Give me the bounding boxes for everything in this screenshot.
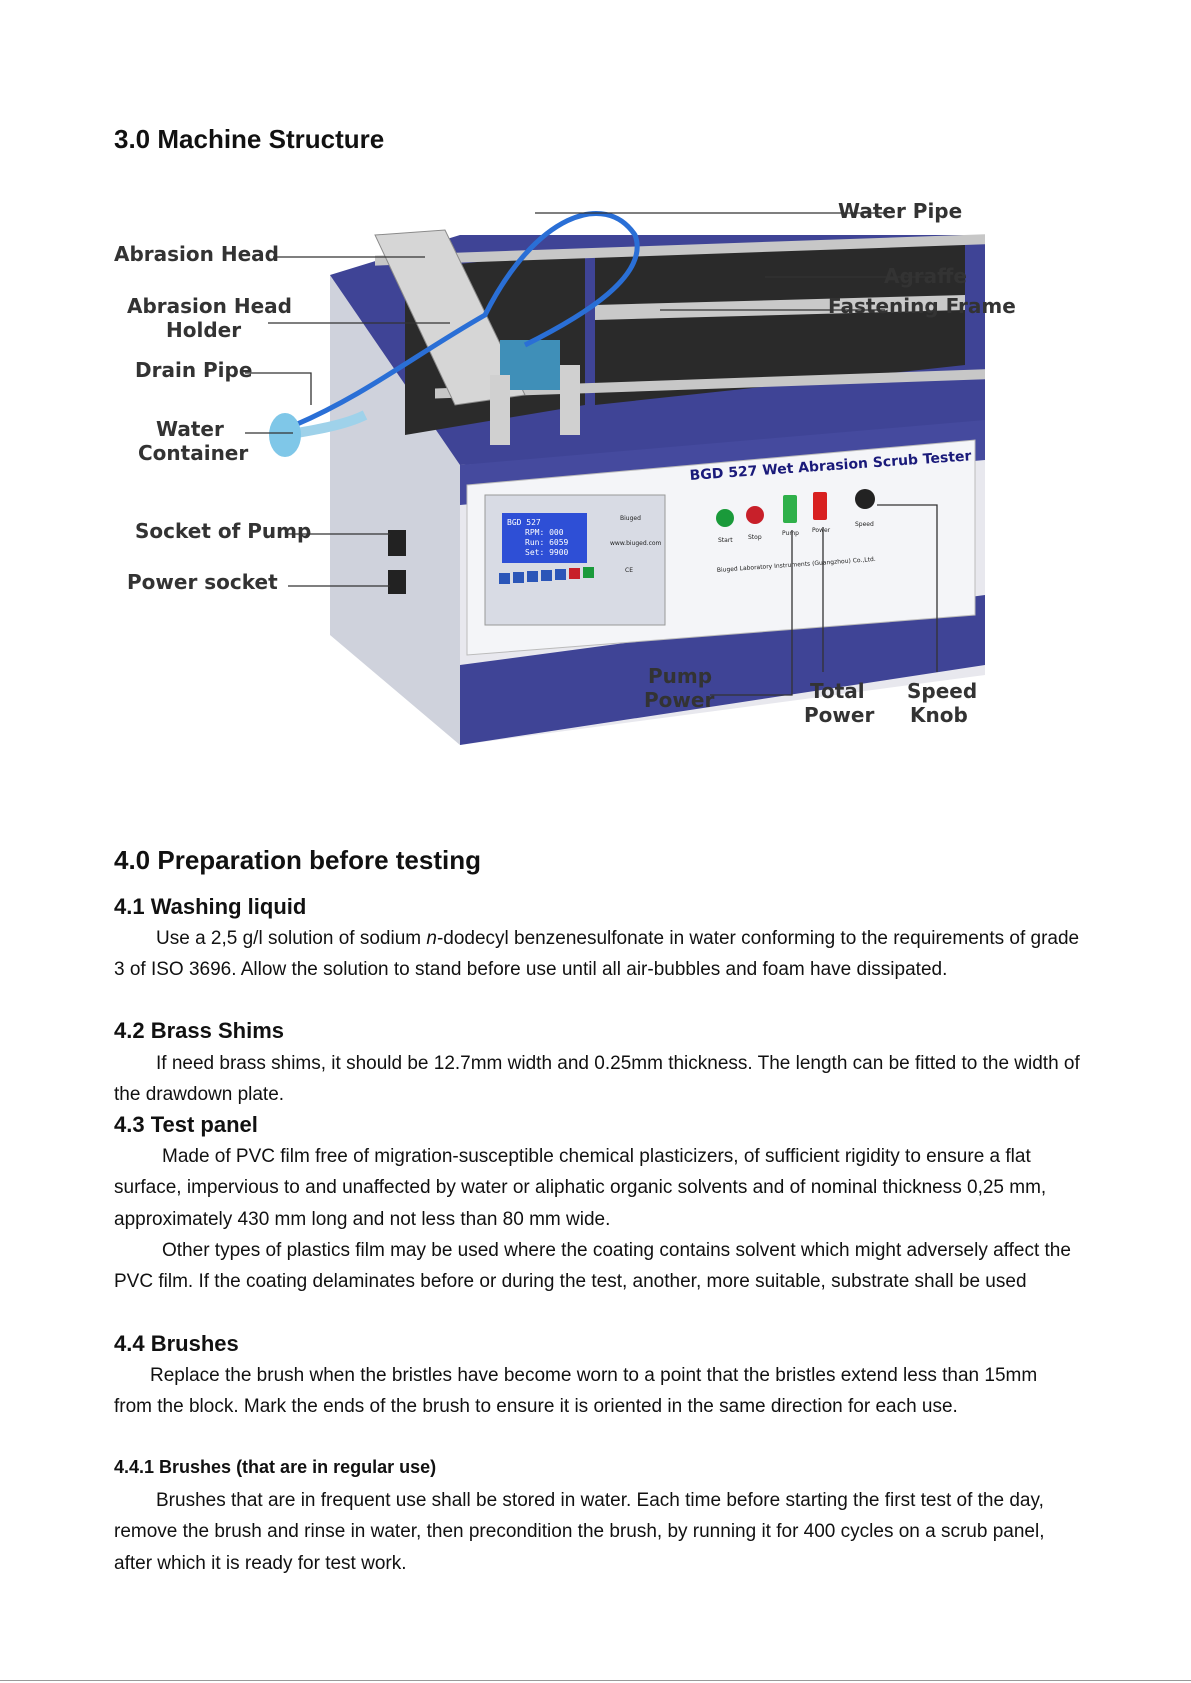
heading-brushes-regular-use: 4.4.1 Brushes (that are in regular use) [114,1457,437,1477]
machine-structure-figure [105,195,1085,795]
speed-knob[interactable] [855,489,875,509]
label-speed-line2: Knob [910,703,968,727]
lcd-line-1: BGD 527 [507,518,541,527]
carriage-leg-left [490,375,510,445]
label-fastening-frame: Fastening Frame [828,294,1016,318]
heading-test-panel: 4.3 Test panel [114,1112,258,1137]
paragraph-brushes: Replace the brush when the bristles have become worn to a point that the bristles extend less than 15mm from the block. Mark the ends of the brush to ensure it is oriented in the same direction for each use. [114,1365,1038,1418]
brand-text: Biuged [620,515,641,522]
label-speed-line1: Speed [907,679,978,703]
label-drain-pipe: Drain Pipe [135,358,253,382]
lcd-line-4: Set: 9900 [525,548,569,557]
paragraph-washing-liquid [114,923,1080,986]
label-socket-pump: Socket of Pump [135,519,312,543]
paragraph-test-panel-2: Other types of plastics film may be used where the coating contains solvent which might adversely affect the PVC film. If the coating delaminates before or during the test, another, more suitable, substrate shall be used [114,1240,1071,1293]
key-6[interactable] [569,568,580,579]
label-abrasion-head: Abrasion Head [114,242,279,266]
power-label: Power [812,527,831,534]
washing-text-b: -dodecyl benzenesulfonate in water conforming to the requirements of grade 3 of ISO 3696. Allow the solution to stand before use until all air-bubbles and foam have dissipated. [114,928,1080,981]
pump-socket-shape [388,530,406,556]
label-water-line2: Container [138,441,249,465]
washing-text-italic: n [426,928,437,949]
power-switch[interactable] [813,492,827,520]
start-button[interactable] [716,509,734,527]
heading-brushes: 4.4 Brushes [114,1331,239,1356]
lcd-line-2: RPM: 000 [525,528,564,537]
paragraph-test-panel-1: Made of PVC film free of migration-susceptible chemical plasticizers, of sufficient rigidity to ensure a flat surface, impervious to and unaffected by water or aliphatic organic solvents and of nominal thickness 0,25 mm, approximately 430 mm long and not less than 80 mm wide. [114,1146,1047,1230]
key-2[interactable] [513,572,524,583]
power-socket-shape [388,570,406,594]
section-3-heading: 3.0 Machine Structure [114,124,385,154]
stop-button[interactable] [746,506,764,524]
leader-drain-pipe [245,373,311,405]
key-5[interactable] [555,569,566,580]
key-4[interactable] [541,570,552,581]
start-label: Start [718,537,733,544]
label-power-socket: Power socket [127,570,278,594]
paragraph-brass-shims: If need brass shims, it should be 12.7mm width and 0.25mm thickness. The length can be fitted to the width of the drawdown plate. [114,1053,1080,1106]
key-1[interactable] [499,573,510,584]
label-total-line2: Power [804,703,875,727]
key-3[interactable] [527,571,538,582]
machine-illustration [105,195,1085,795]
washing-text-a: Use a 2,5 g/l solution of sodium [156,928,427,949]
water-container-shape [269,413,301,457]
key-7[interactable] [583,567,594,578]
website-text: www.biuged.com [610,540,662,547]
heading-brass-shims: 4.2 Brass Shims [114,1018,284,1043]
label-agraffe: Agraffe [884,264,967,288]
ce-mark: CE [625,567,633,574]
label-pump-line2: Power [644,688,715,712]
paragraph-brushes-regular-use: Brushes that are in frequent use shall be stored in water. Each time before starting the first test of the day, remove the brush and rinse in water, then precondition the brush, by running it for 400 cycles on a scrub panel, after which it is ready for test work. [114,1490,1045,1574]
label-holder-line2: Holder [166,318,242,342]
lcd-line-3: Run: 6059 [525,538,569,547]
model-title: BGD 527 Wet Abrasion Scrub Tester [689,448,972,484]
label-water-line1: Water [156,417,224,441]
page-bottom-border [0,1680,1191,1681]
maker-text: Biuged Laboratory Instruments (Guangzhou) Co.,Ltd. [716,555,876,574]
pump-label: Pump [782,530,799,537]
pump-switch[interactable] [783,495,797,523]
label-water-pipe: Water Pipe [838,199,963,223]
stop-label: Stop [748,534,762,541]
carriage-leg-right [560,365,580,435]
heading-washing-liquid: 4.1 Washing liquid [114,894,307,919]
label-pump-line1: Pump [648,664,713,688]
label-total-line1: Total [810,679,865,703]
section-4-heading: 4.0 Preparation before testing [114,845,481,875]
speed-label: Speed [855,521,874,528]
label-holder-line1: Abrasion Head [127,294,292,318]
